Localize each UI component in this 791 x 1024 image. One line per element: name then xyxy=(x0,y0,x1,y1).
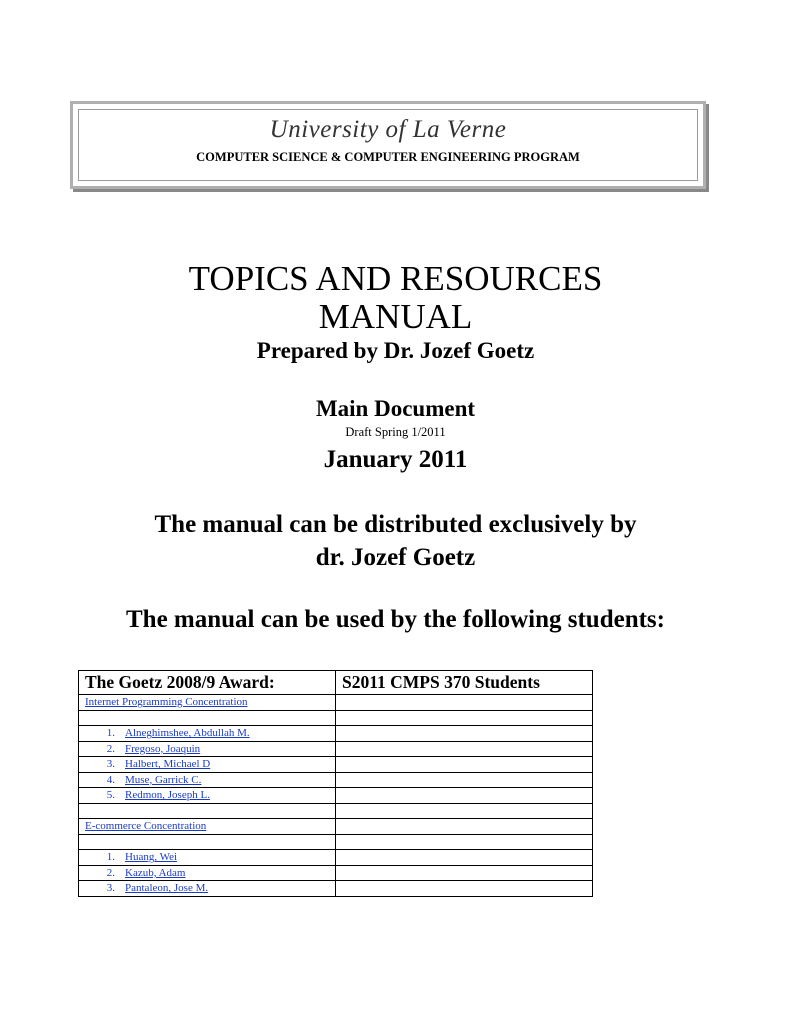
empty-cell xyxy=(336,741,593,757)
student-link[interactable]: Pantaleon, Jose M. xyxy=(125,882,209,895)
list-number: 3. xyxy=(106,882,115,895)
student-cell xyxy=(79,757,336,773)
list-number: 3. xyxy=(106,758,115,771)
title-line-2: MANUAL xyxy=(318,297,473,336)
empty-cell xyxy=(336,726,593,742)
student-link[interactable]: Halbert, Michael D xyxy=(125,758,211,771)
table-row xyxy=(79,726,593,742)
empty-cell xyxy=(336,865,593,881)
used-by-heading: The manual can be used by the following students: xyxy=(126,606,665,633)
table-row xyxy=(79,710,593,726)
table-row xyxy=(79,695,593,711)
list-number: 5. xyxy=(106,789,115,802)
list-number: 2. xyxy=(106,866,115,879)
empty-cell xyxy=(336,881,593,897)
student-cell xyxy=(79,881,336,897)
student-cell xyxy=(79,772,336,788)
award-column-header: The Goetz 2008/9 Award: xyxy=(79,671,336,695)
ecommerce-concentration-link[interactable]: E-commerce Concentration xyxy=(85,820,207,833)
empty-cell xyxy=(336,695,593,711)
distribution-line-2: dr. Jozef Goetz xyxy=(315,544,476,571)
list-number: 4. xyxy=(106,773,115,786)
empty-cell xyxy=(336,788,593,804)
student-cell xyxy=(79,726,336,742)
student-link[interactable]: Redmon, Joseph L. xyxy=(125,789,210,802)
empty-cell xyxy=(336,772,593,788)
course-column-header: S2011 CMPS 370 Students xyxy=(336,671,593,695)
list-number: 1. xyxy=(106,727,115,740)
student-cell xyxy=(79,741,336,757)
empty-cell xyxy=(79,834,336,850)
empty-cell xyxy=(336,803,593,819)
table-row xyxy=(79,834,593,850)
list-number: 1. xyxy=(106,851,115,864)
table-row xyxy=(79,865,593,881)
document-date: January 2011 xyxy=(323,446,468,473)
main-document-heading: Main Document xyxy=(315,396,476,421)
internet-programming-link[interactable]: Internet Programming Concentration xyxy=(85,696,248,709)
university-name: University of La Verne xyxy=(269,116,507,143)
header-inner-border xyxy=(78,109,698,181)
table-row xyxy=(79,772,593,788)
student-link[interactable]: Alneghimshee, Abdullah M. xyxy=(125,727,250,740)
student-cell xyxy=(79,850,336,866)
table-row xyxy=(79,788,593,804)
student-link[interactable]: Muse, Garrick C. xyxy=(125,773,202,786)
student-cell xyxy=(79,788,336,804)
group-name-cell xyxy=(79,819,336,835)
program-name: COMPUTER SCIENCE & COMPUTER ENGINEERING PROGRAM xyxy=(196,150,580,164)
table-row xyxy=(79,757,593,773)
title-line-1: TOPICS AND RESOURCES xyxy=(188,259,603,298)
table-row xyxy=(79,850,593,866)
empty-cell xyxy=(336,819,593,835)
table-header-row xyxy=(79,671,593,695)
table-row xyxy=(79,741,593,757)
list-number: 2. xyxy=(106,742,115,755)
table-row xyxy=(79,803,593,819)
university-header-box xyxy=(70,101,706,189)
student-link[interactable]: Fregoso, Joaquin xyxy=(125,742,201,755)
empty-cell xyxy=(79,803,336,819)
table-row xyxy=(79,881,593,897)
student-link[interactable]: Huang, Wei xyxy=(125,851,178,864)
prepared-by: Prepared by Dr. Jozef Goetz xyxy=(256,338,535,363)
empty-cell xyxy=(336,757,593,773)
empty-cell xyxy=(336,834,593,850)
group-name-cell xyxy=(79,695,336,711)
draft-note: Draft Spring 1/2011 xyxy=(345,425,446,439)
student-cell xyxy=(79,865,336,881)
distribution-line-1: The manual can be distributed exclusively by xyxy=(154,511,637,538)
table-row xyxy=(79,819,593,835)
empty-cell xyxy=(336,710,593,726)
students-table xyxy=(78,670,593,897)
empty-cell xyxy=(79,710,336,726)
empty-cell xyxy=(336,850,593,866)
student-link[interactable]: Kazub, Adam xyxy=(125,866,186,879)
